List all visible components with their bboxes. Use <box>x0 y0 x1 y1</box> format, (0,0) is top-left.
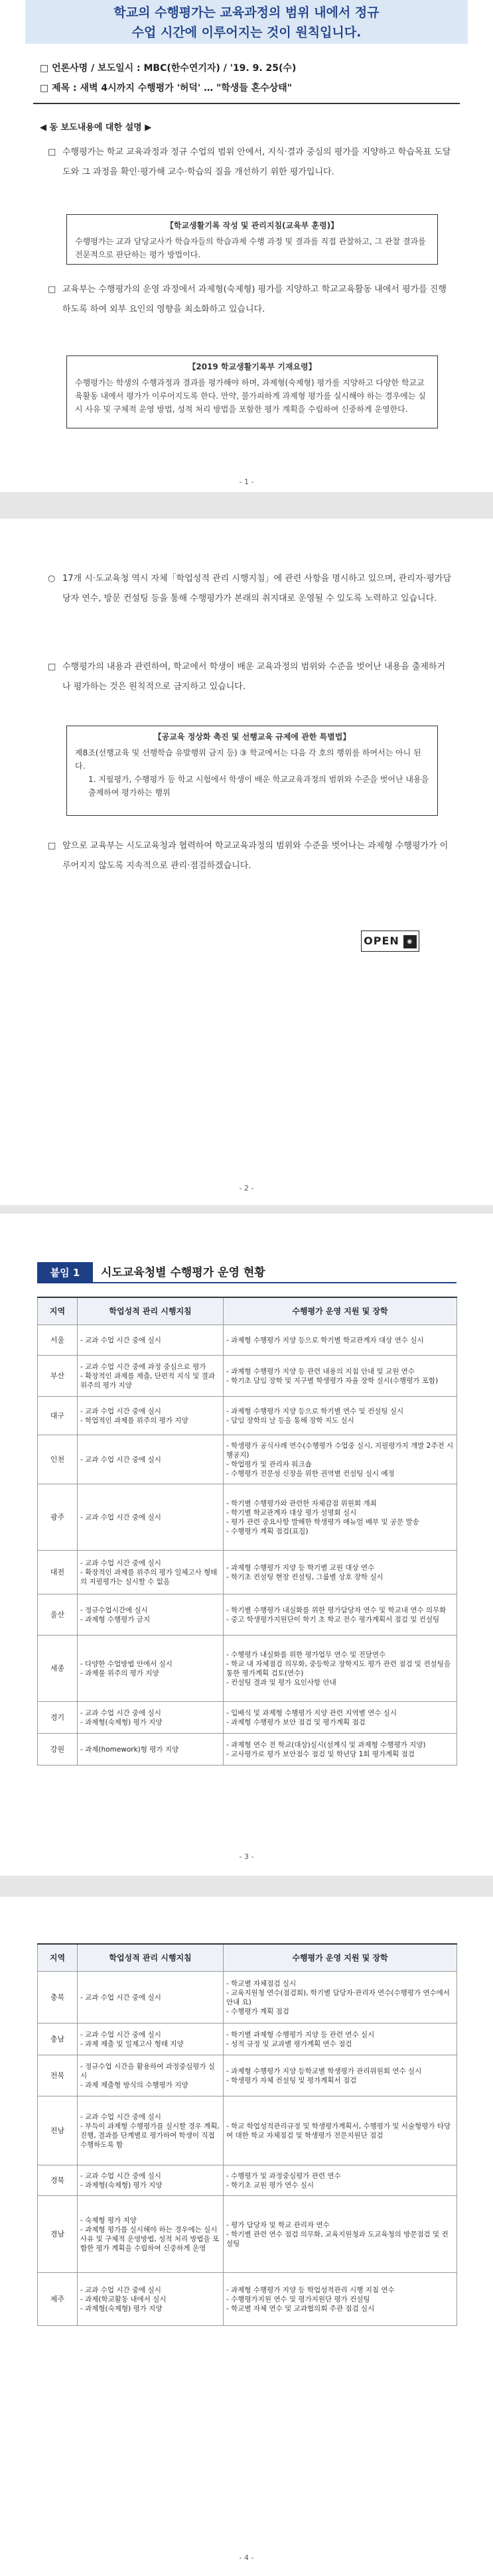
paragraph-2: □ 교육부는 수행평가의 운영 과정에서 과제형(숙제형) 평가를 지양하고 학교교육활동 내에서 평가를 진행하도록 하여 외부 요인의 영향을 최소화하고 있습니다. <box>48 280 453 320</box>
support-cell: - 평가 담당자 및 학교 관리자 연수 - 학기별 관련 연수 점검 의무화, 교육지원청과 도교육청의 방문점검 및 컨설팅 <box>224 2196 457 2273</box>
region-cell: 경북 <box>38 2165 78 2196</box>
headline-line-2: 수업 시간에 이루어지는 것이 원칙입니다. <box>131 25 362 40</box>
rule-cell: - 교과 수업 시간 중에 과정 중심으로 평가 - 확장적인 과제를 제출, 단편적 지식 및 결과 위주의 평가 지양 <box>78 1356 224 1397</box>
rule-cell: - 과제(homework)형 평가 지양 <box>78 1734 224 1766</box>
region-cell: 인천 <box>38 1435 78 1484</box>
support-cell: - 학기별 수행평가와 관련한 자체감점 위원회 개최 - 학기별 학교관계자 대상 평가 설명회 실시 - 평가 관련 중요사항 발해한 학생평가 매뉴얼 배부 및 공문 발송 - 수행평가 계획 점검(표집) <box>224 1484 457 1551</box>
support-cell: - 학교별 자체점검 실시 - 교육지원청 연수(점검회), 학기별 담당자·관리자 연수(수행평가 연수에서 안내 요) - 수행평가 계획 점검 <box>224 1972 457 2024</box>
box-title: 【학교생활기록 작성 및 관리지침(교육부 훈령)】 <box>165 221 339 230</box>
support-cell: - 수행평가 및 과정중심평가 관련 연수 - 학기초 교원 평가 연수 실시 <box>224 2165 457 2196</box>
table-row <box>38 1435 457 1484</box>
page-number: - 3 - <box>239 1852 254 1861</box>
region-cell: 서울 <box>38 1325 78 1356</box>
region-cell: 강원 <box>38 1734 78 1766</box>
table-row <box>38 2055 457 2096</box>
title-underline <box>93 1282 457 1283</box>
support-cell: - 학기별 수행평가 내실화를 위한 평가담당자 연수 및 학교내 연수 의무화 - 중고 학생평가지원단이 학기 초 학교 전수 평가계획서 점검 및 컨설팅 <box>224 1594 457 1636</box>
paragraph-3: ○ 17개 시·도교육청 역시 자체「학업성적 관리 시행지침」에 관련 사항을 명시하고 있으며, 관리자·평가담당자 연수, 방문 컨설팅 등을 통해 수행평가가 본래의 취지대로 운영될 수 있도록 노력하고 있습니다. <box>48 569 453 609</box>
table-row <box>38 1734 457 1766</box>
attachment-title <box>37 1262 457 1283</box>
support-cell: - 학기별 과제형 수행평가 지양 등 관련 연수 실시 - 성적 규정 및 교과별 평가계획 연수 점검 <box>224 2024 457 2055</box>
region-cell: 전북 <box>38 2055 78 2096</box>
box-title: 【공교육 정상화 촉진 및 선행교육 규제에 관한 특별법】 <box>153 732 351 741</box>
table-row <box>38 1702 457 1734</box>
rule-cell: - 교과 수업 시간 중에 실시 - 과제 제출 및 일제고사 형태 지양 <box>78 2024 224 2055</box>
attachment-heading: 시도교육청별 수행평가 운영 현황 <box>101 1266 265 1279</box>
region-cell: 경기 <box>38 1702 78 1734</box>
table-row <box>38 1594 457 1636</box>
rule-cell: - 숙제형 평가 지양 - 과제형 평가를 실시해야 하는 경우에는 실시 사유 및 구체적 운영방법, 성적 처리 방법을 포함한 평가 계획을 수립하여 신중하게 운영 <box>78 2196 224 2273</box>
table-row <box>38 1397 457 1435</box>
column-header-support: 수행평가 운영 지원 및 장학 <box>224 1297 457 1325</box>
box-text: 수행평가는 교과 담당교사가 학습자들의 학습과제 수행 과정 및 결과를 직접 관찰하고, 그 관찰 결과를 전문적으로 판단하는 평가 방법이다. <box>75 237 426 259</box>
status-table-1 <box>37 1297 457 1766</box>
column-header-region: 지역 <box>38 1297 78 1325</box>
table-row <box>38 2096 457 2165</box>
box-text: 수행평가는 학생의 수행과정과 결과를 평가해야 하며, 과제형(숙제형) 평가를 지양하고 다양한 학교교육활동 내에서 평가가 이루어지도록 한다. 만약, 불가피하게 과제형 평가를 실시해야 하는 경우에는 실시 사유 및 구체적 운영 방법, 성적 처리 방법을 포함한 평가 계획을 수립하여 신중하게 운영한다. <box>75 378 426 414</box>
rule-cell: - 교과 수업 시간 중에 실시 <box>78 1972 224 2024</box>
media-info: □ 언론사명 / 보도일시 : MBC(한수연기자) / '19. 9. 25(수) <box>40 63 297 74</box>
rule-cell: - 교과 수업 시간 중에 실시 <box>78 1484 224 1551</box>
bullet-icon: ○ <box>48 574 56 584</box>
headline <box>25 0 468 44</box>
bullet-icon: □ <box>48 285 56 294</box>
paragraph-5: □ 앞으로 교육부는 시도교육청과 협력하여 학교교육과정의 범위와 수준을 벗어나는 과제형 수행평가가 이루어지지 않도록 지속적으로 관리·점검하겠습니다. <box>48 836 453 876</box>
rule-cell: - 교과 수업 시간 중에 실시 <box>78 1325 224 1356</box>
region-cell: 전남 <box>38 2096 78 2165</box>
table-row <box>38 1636 457 1702</box>
article-title: □ 제목 : 새벽 4시까지 수행평가 '허덕' … "학생들 혼수상태" <box>40 83 293 94</box>
support-cell: - 수행평가 내실화를 위한 평가업무 연수 및 전달연수 - 학교 내 자체점검 의무화, 중등학교 장학지도 평가 관련 점검 및 컨설팅을 통한 평가계획 검토(연수) - 컨설팅 결과 및 평가 요인사항 안내 <box>224 1636 457 1702</box>
support-cell: - 과제형 수행평가 지양 등학교별 학생평가 관리위원회 연수 실시 - 학생평가 자체 컨설팅 및 평가계획서 점검 <box>224 2055 457 2096</box>
rule-cell: - 교과 수업 시간 중에 실시 - 학업적인 과제를 위주의 평가 지양 <box>78 1397 224 1435</box>
region-cell: 울산 <box>38 1594 78 1636</box>
region-cell: 대전 <box>38 1551 78 1594</box>
box-title: 【2019 학교생활기록부 기재요령】 <box>188 362 317 371</box>
license-icon: ◉ <box>403 935 417 948</box>
headline-line-1: 학교의 수행평가는 교육과정의 범위 내에서 정규 <box>113 5 380 20</box>
guideline-box-2 <box>66 355 438 428</box>
paragraph-4: □ 수행평가의 내용과 관련하여, 학교에서 학생이 배운 교육과정의 범위와 수준을 벗어난 내용을 출제하거나 평가하는 것은 원칙적으로 금지하고 있습니다. <box>48 657 453 697</box>
table-row <box>38 1484 457 1551</box>
rule-cell: - 정규수업시간에 실시 - 과제형 수행평가 금지 <box>78 1594 224 1636</box>
rule-cell: - 교과 수업 시간 중에 실시 - 과제형(숙제형) 평가 지양 <box>78 1702 224 1734</box>
page-number: - 4 - <box>239 2553 254 2562</box>
support-cell: - 과제형 수행평가 지양 등 학기별 교원 대상 연수 - 학기초 컨설팅 현장 컨설팅, 그룹별 상호 장학 실시 <box>224 1551 457 1594</box>
section-heading: ◀ 동 보도내용에 대한 설명 ▶ <box>40 123 152 133</box>
status-table-2 <box>37 1943 457 2326</box>
column-header-region: 지역 <box>38 1944 78 1972</box>
region-cell: 충남 <box>38 2024 78 2055</box>
paragraph-1: □ 수행평가는 학교 교육과정과 정규 수업의 범위 안에서, 지식·결과 중심의 평가를 지양하고 학습목표 도달도와 그 과정을 확인·평가해 교수·학습의 질을 개선하기 위한 평가입니다. <box>48 143 453 182</box>
support-cell: - 과제형 수행평가 지양 등 학업성적관리 시행 지침 연수 - 수행평가지원 연수 및 평가지원단 평가 컨설팅 - 학교별 자체 연수 및 교과협의회 주관 점검 실시 <box>224 2273 457 2326</box>
table-row <box>38 1551 457 1594</box>
bullet-icon: □ <box>48 147 56 157</box>
region-cell: 부산 <box>38 1356 78 1397</box>
region-cell: 제주 <box>38 2273 78 2326</box>
region-cell: 충북 <box>38 1972 78 2024</box>
page-1 <box>0 0 493 492</box>
rule-cell: - 교과 수업 시간 중에 실시 - 과제(학교활동 내에서 실시 - 과제형(숙제형) 평가 지양 <box>78 2273 224 2326</box>
table-row <box>38 2196 457 2273</box>
page-number: - 1 - <box>239 478 254 486</box>
rule-cell: - 다양한 수업방법 안에서 실시 - 과제물 위주의 평가 지양 <box>78 1636 224 1702</box>
open-license-logo: OPEN ◉ <box>361 931 419 952</box>
region-cell: 세종 <box>38 1636 78 1702</box>
support-cell: - 과제형 수행평가 지양 등으로 학기별 연수 및 컨설팅 실시 - 담임 장학의 날 등을 통해 장학 지도 실시 <box>224 1397 457 1435</box>
column-header-rule: 학업성적 관리 시행지침 <box>78 1944 224 1972</box>
guideline-box-1 <box>66 214 438 265</box>
table-row <box>38 1972 457 2024</box>
region-cell: 광주 <box>38 1484 78 1551</box>
rule-cell: - 정규수업 시간을 활용하여 과정중심평가 실시 - 과제 제출형 방식의 수행평가 지양 <box>78 2055 224 2096</box>
bullet-icon: □ <box>48 841 56 851</box>
law-article: 제8조(선행교육 및 선행학습 유발행위 금지 등) ③ 학교에서는 다음 각 호의 행위를 하여서는 아니 된다. <box>75 748 421 771</box>
table-row <box>38 2024 457 2055</box>
support-cell: - 학교 학업성적관리규정 및 학생평가계획서, 수행평가 및 서술형평가 타당 여 대한 학교 자체점검 및 학생평가 전문지원단 점검 <box>224 2096 457 2165</box>
page-number: - 2 - <box>239 1184 254 1192</box>
support-cell: - 과제형 연수 전 학교(대상)실시(설계식 및 과제형 수행평가 지양) - 교사평가로 평가 보안점수 점검 및 학년당 1회 평가계획 점검 <box>224 1734 457 1766</box>
rule-cell: - 교과 수업 시간 중에 실시 - 부득이 과제형 수행평가를 실시할 경우 계획, 진행, 결과를 단계별로 평가하여 학생이 직접 수행하도록 함 <box>78 2096 224 2165</box>
region-cell: 대구 <box>38 1397 78 1435</box>
support-cell: - 과제형 수행평가 지양 등 관련 내용의 지침 안내 및 교원 연수 - 학기초 담임 장학 및 지구별 학생평가 자율 장학 실시(수행평가 포함) <box>224 1356 457 1397</box>
law-box <box>66 726 438 816</box>
table-row <box>38 2273 457 2326</box>
bullet-icon: □ <box>48 662 56 672</box>
table-row <box>38 2165 457 2196</box>
region-cell: 경남 <box>38 2196 78 2273</box>
rule-cell: - 교과 수업 시간 중에 실시 <box>78 1435 224 1484</box>
column-header-rule: 학업성적 관리 시행지침 <box>78 1297 224 1325</box>
rule-cell: - 교과 수업 시간 중에 실시 - 확장적인 과제를 위주의 평가 일체고사 형태의 지필평가는 실시할 수 없음 <box>78 1551 224 1594</box>
law-item: 1. 지필평가, 수행평가 등 학교 시험에서 학생이 배운 학교교육과정의 범위와 수준을 벗어난 내용을 출제하여 평가하는 행위 <box>88 775 429 797</box>
rule-cell: - 교과 수업 시간 중에 실시 - 과제형(숙제형) 평가 지양 <box>78 2165 224 2196</box>
table-row <box>38 1325 457 1356</box>
divider <box>33 103 460 104</box>
support-cell: - 입배식 및 과제형 수행평가 지양 관련 지역별 연수 실시 - 과제형 수행평가 보안 점검 및 평가계획 점검 <box>224 1702 457 1734</box>
support-cell: - 과제형 수행평가 지양 등으로 학기별 학교관계자 대상 연수 실시 <box>224 1325 457 1356</box>
column-header-support: 수행평가 운영 지원 및 장학 <box>224 1944 457 1972</box>
table-row <box>38 1356 457 1397</box>
support-cell: - 학생평가 공식사례 연수(수행평가 수업중 실시, 지필평가지 개발 2주전 시행공지) - 학업평가 및 관리자 워크숍 - 수행평가 전문성 신장을 위한 권역별 컨설팅 실시 예정 <box>224 1435 457 1484</box>
attachment-tag: 붙임 1 <box>37 1262 93 1283</box>
